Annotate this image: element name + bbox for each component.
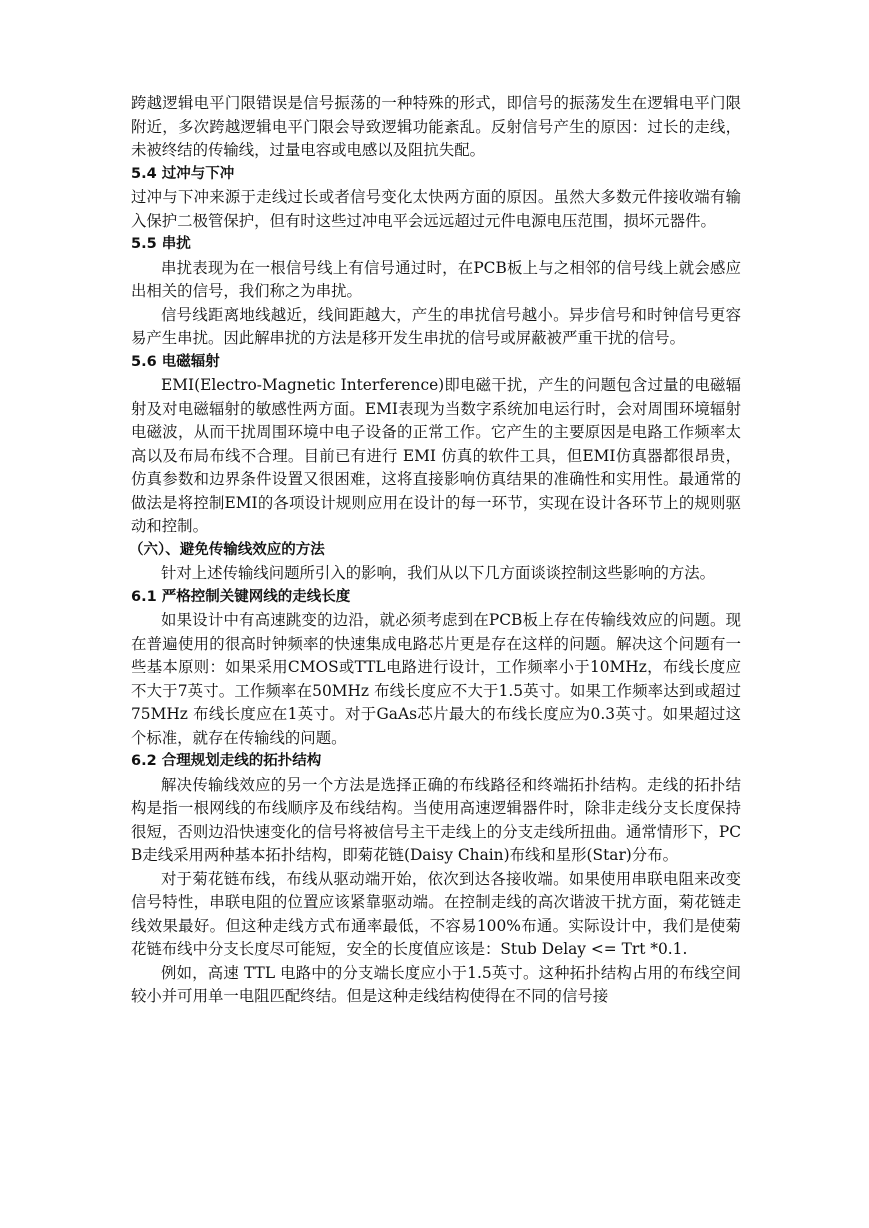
paragraph-signal-oscillation: 跨越逻辑电平门限错误是信号振荡的一种特殊的形式，即信号的振荡发生在逻辑电平门限附近，多次跨越逻辑电平门限会导致逻辑功能紊乱。反射信号产生的原因：过长的走线，未被终结的传输线，过量电容或电感以及阻抗失配。	[131, 94, 741, 159]
paragraph-daisy-chain: 对于菊花链布线，布线从驱动端开始，依次到达各接收端。如果使用串联电阻来改变信号特性，串联电阻的位置应该紧靠驱动端。在控制走线的高次谐波干扰方面，菊花链走线效果最好。但这种走线方式布通率最低，不容易100%布通。实际设计中，我们是使菊花链布线中分支长度尽可能短，安全的长度值应该是：Stub Delay <= Trt *0.1.	[131, 869, 741, 958]
paragraph-section-six-intro: 针对上述传输线问题所引入的影响，我们从以下几方面谈谈控制这些影响的方法。	[161, 564, 716, 582]
paragraph-topology: 解决传输线效应的另一个方法是选择正确的布线路径和终端拓扑结构。走线的拓扑结构是指一根网线的布线顺序及布线结构。当使用高速逻辑器件时，除非走线分支长度保持很短，否则边沿快速变化的信号将被信号主干走线上的分支走线所扭曲。通常情形下，PCB走线采用两种基本拓扑结构，即菊花链(Daisy Chain)布线和星形(Star)分布。	[131, 775, 741, 864]
heading-topology: 6.2 合理规划走线的拓扑结构	[131, 753, 322, 769]
paragraph-crosstalk-solution: 信号线距离地线越近，线间距越大，产生的串扰信号越小。异步信号和时钟信号更容易产生串扰。因此解串扰的方法是移开发生串扰的信号或屏蔽被严重干扰的信号。	[131, 305, 741, 347]
paragraph-overshoot: 过冲与下冲来源于走线过长或者信号变化太快两方面的原因。虽然大多数元件接收端有输入保护二极管保护，但有时这些过冲电平会远远超过元件电源电压范围，损坏元器件。	[131, 188, 741, 230]
heading-section-six: （六）、避免传输线效应的方法	[129, 541, 325, 558]
paragraph-emi: EMI(Electro-Magnetic Interference)即电磁干扰，产生的问题包含过量的电磁辐射及对电磁辐射的敏感性两方面。EMI表现为当数字系统加电运行时，会对周围环境辐射电磁波，从而干扰周围环境中电子设备的正常工作。它产生的主要原因是电路工作频率太高以及布局布线不合理。目前已有进行 EMI 仿真的软件工具，但EMI仿真器都很昂贵，仿真参数和边界条件设置又很困难，这将直接影响仿真结果的准确性和实用性。最通常的做法是将控制EMI的各项设计规则应用在设计的每一环节，实现在设计各环节上的规则驱动和控制。	[131, 376, 741, 535]
heading-trace-length: 6.1 严格控制关键网线的走线长度	[131, 588, 351, 605]
paragraph-trace-length: 如果设计中有高速跳变的边沿，就必须考虑到在PCB板上存在传输线效应的问题。现在普遍使用的很高时钟频率的快速集成电路芯片更是存在这样的问题。解决这个问题有一些基本原则：如果采用CMOS或TTL电路进行设计，工作频率小于10MHz，布线长度应不大于7英寸。工作频率在50MHz 布线长度应不大于1.5英寸。如果工作频率达到或超过75MHz 布线长度应在1英寸。对于GaAs芯片最大的布线长度应为0.3英寸。如果超过这个标准，就存在传输线的问题。	[131, 611, 741, 747]
heading-overshoot-undershoot: 5.4 过冲与下冲	[131, 165, 235, 182]
document-page	[131, 92, 741, 1009]
heading-crosstalk: 5.5 串扰	[131, 236, 191, 252]
heading-emi: 5.6 电磁辐射	[131, 353, 220, 370]
paragraph-ttl-example: 例如，高速 TTL 电路中的分支端长度应小于1.5英寸。这种拓扑结构占用的布线空间较小并可用单一电阻匹配终结。但是这种走线结构使得在不同的信号接	[131, 963, 741, 1005]
paragraph-crosstalk-definition: 串扰表现为在一根信号线上有信号通过时，在PCB板上与之相邻的信号线上就会感应出相关的信号，我们称之为串扰。	[131, 258, 741, 300]
